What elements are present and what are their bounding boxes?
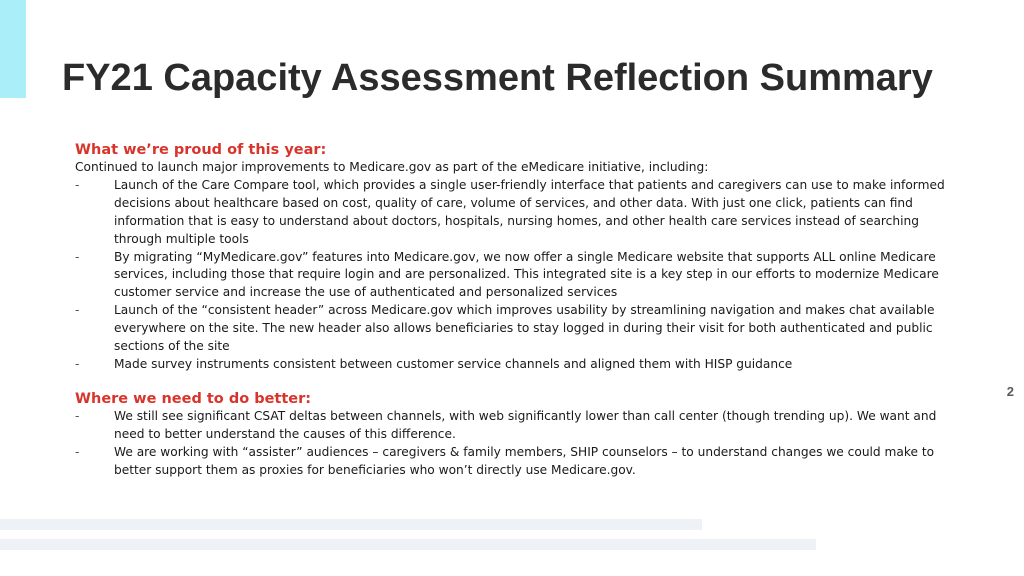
list-item-text: Launch of the “consistent header” across Medicare.gov which improves usability by streamlining navigation and makes chat available everywhere on the site. The new header also allows beneficiaries to stay logged in during their visit for both authenticated and public sections of the site [114,303,935,354]
bullet-dash: - [75,303,80,318]
better-heading: Where we need to do better: [75,390,312,407]
list-item-text: Launch of the Care Compare tool, which provides a single user-friendly interface that patients and caregivers can use to make informed decisions about healthcare based on cost, quality of care, volume of services, and other data. With just one click, patients can find information that is easy to understand about doctors, hospitals, nursing homes, and other health care services instead of searching through multiple tools [114,177,945,246]
list-item-text: By migrating “MyMedicare.gov” features into Medicare.gov, we now offer a single Medicare website that supports ALL online Medicare services, including those that require login and are personalized. This integrated site is a key step in our efforts to modernize Medicare customer service and increase the use of authenticated and personalized services [114,249,939,300]
better-section [75,390,945,480]
proud-heading: What we’re proud of this year: [75,142,327,158]
bullet-dash: - [75,356,80,371]
slide-content [75,141,945,480]
list-item-text: We are working with “assister” audiences – caregivers & family members, SHIP counselors – to understand changes we could make to better support them as proxies for beneficiaries who won’t directly use Medicare.gov. [114,444,935,477]
list-item [75,444,945,480]
proud-list [75,177,945,374]
footer-bar [0,539,816,550]
list-item [75,408,945,444]
better-list [75,408,945,480]
list-item [75,302,945,356]
accent-block [0,0,26,98]
bullet-dash: - [75,177,80,192]
list-item-text: Made survey instruments consistent between customer service channels and aligned them with HISP guidance [114,356,793,371]
proud-section [75,141,945,374]
list-item [75,249,945,303]
page-number: 2 [1006,384,1014,399]
list-item-text: We still see significant CSAT deltas between channels, with web significantly lower than call center (though trending up). We want and need to better understand the causes of this difference. [114,408,937,441]
bullet-dash: - [75,444,80,459]
list-item [75,356,945,374]
footer-bar [0,519,702,530]
list-item [75,177,945,249]
bullet-dash: - [75,249,80,264]
slide-title: FY21 Capacity Assessment Reflection Summary [62,57,933,99]
bullet-dash: - [75,408,80,423]
proud-intro: Continued to launch major improvements to Medicare.gov as part of the eMedicare initiative, including: [75,160,709,174]
